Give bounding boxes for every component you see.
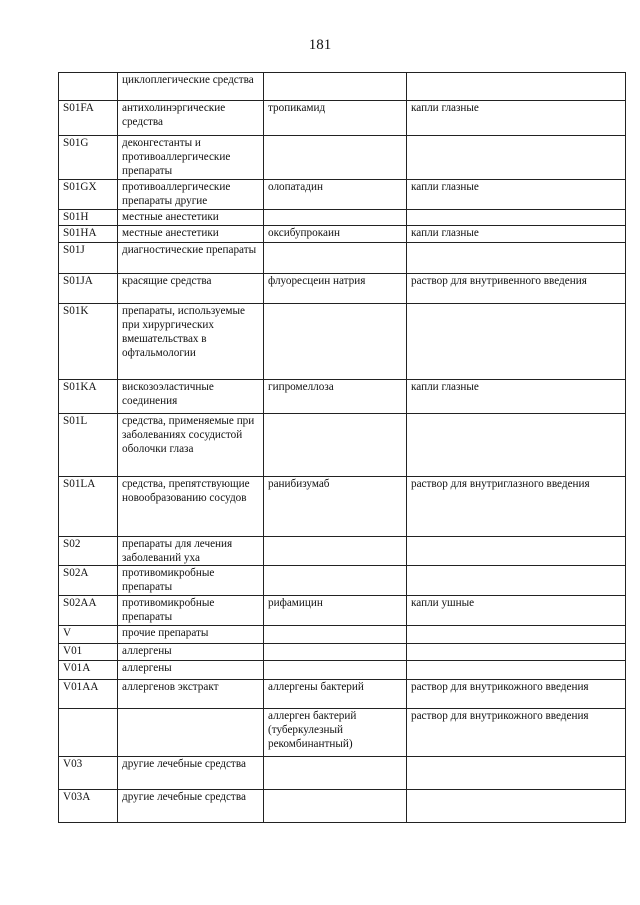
atc-code-cell: S02: [59, 536, 118, 565]
dosage-form-cell: [407, 626, 626, 644]
dosage-form-cell: [407, 136, 626, 180]
atc-code-cell: V01AA: [59, 680, 118, 709]
drug-name-cell: ранибизумаб: [264, 476, 407, 536]
table-row: [59, 709, 626, 757]
dosage-form-cell: капли глазные: [407, 379, 626, 413]
group-name-cell: средства, применяемые при заболеваниях сосудистой оболочки глаза: [118, 413, 264, 476]
atc-code-cell: V01A: [59, 661, 118, 680]
dosage-form-cell: [407, 536, 626, 565]
atc-code-cell: [59, 709, 118, 757]
drug-name-cell: [264, 413, 407, 476]
table-row: [59, 680, 626, 709]
table-row: [59, 101, 626, 136]
table-row: [59, 273, 626, 303]
table-row: [59, 596, 626, 626]
dosage-form-cell: [407, 413, 626, 476]
group-name-cell: другие лечебные средства: [118, 790, 264, 823]
table-row: [59, 209, 626, 225]
drug-name-cell: аллерген бактерий (туберкулезный рекомбинантный): [264, 709, 407, 757]
group-name-cell: противоаллергические препараты другие: [118, 179, 264, 209]
group-name-cell: прочие препараты: [118, 626, 264, 644]
atc-code-cell: V: [59, 626, 118, 644]
drug-name-cell: гипромеллоза: [264, 379, 407, 413]
drug-name-cell: флуоресцеин натрия: [264, 273, 407, 303]
table-row: [59, 179, 626, 209]
group-name-cell: аллергены: [118, 644, 264, 661]
dosage-form-cell: капли ушные: [407, 596, 626, 626]
group-name-cell: вискозоэластичные соединения: [118, 379, 264, 413]
table-row: [59, 225, 626, 242]
table-row: [59, 379, 626, 413]
group-name-cell: [118, 709, 264, 757]
dosage-form-cell: раствор для внутрикожного введения: [407, 680, 626, 709]
dosage-form-cell: [407, 644, 626, 661]
drug-name-cell: олопатадин: [264, 179, 407, 209]
atc-code-cell: S01K: [59, 303, 118, 379]
atc-code-cell: S01G: [59, 136, 118, 180]
table-row: [59, 476, 626, 536]
drug-name-cell: тропикамид: [264, 101, 407, 136]
group-name-cell: аллергены: [118, 661, 264, 680]
dosage-form-cell: [407, 303, 626, 379]
drug-name-cell: [264, 209, 407, 225]
atc-code-cell: [59, 73, 118, 101]
drug-name-cell: [264, 757, 407, 790]
dosage-form-cell: [407, 209, 626, 225]
group-name-cell: циклоплегические средства: [118, 73, 264, 101]
atc-code-cell: V01: [59, 644, 118, 661]
atc-code-cell: S01H: [59, 209, 118, 225]
atc-code-cell: S02A: [59, 566, 118, 596]
drug-table: [58, 72, 626, 823]
atc-code-cell: S01HA: [59, 225, 118, 242]
dosage-form-cell: [407, 242, 626, 273]
atc-code-cell: S01KA: [59, 379, 118, 413]
drug-name-cell: [264, 566, 407, 596]
dosage-form-cell: раствор для внутрикожного введения: [407, 709, 626, 757]
drug-name-cell: оксибупрокаин: [264, 225, 407, 242]
atc-code-cell: S01FA: [59, 101, 118, 136]
atc-code-cell: V03: [59, 757, 118, 790]
drug-name-cell: [264, 644, 407, 661]
group-name-cell: препараты, используемые при хирургических вмешательствах в офтальмологии: [118, 303, 264, 379]
dosage-form-cell: капли глазные: [407, 101, 626, 136]
table-row: [59, 303, 626, 379]
table-row: [59, 413, 626, 476]
dosage-form-cell: [407, 566, 626, 596]
page-number: 181: [308, 37, 332, 53]
group-name-cell: диагностические препараты: [118, 242, 264, 273]
dosage-form-cell: [407, 661, 626, 680]
group-name-cell: противомикробные препараты: [118, 596, 264, 626]
drug-name-cell: рифамицин: [264, 596, 407, 626]
table-row: [59, 644, 626, 661]
drug-name-cell: [264, 790, 407, 823]
dosage-form-cell: [407, 73, 626, 101]
table-row: [59, 536, 626, 565]
group-name-cell: препараты для лечения заболеваний уха: [118, 536, 264, 565]
drug-name-cell: [264, 661, 407, 680]
atc-code-cell: S01JA: [59, 273, 118, 303]
table-row: [59, 566, 626, 596]
atc-code-cell: S02AA: [59, 596, 118, 626]
atc-code-cell: S01GX: [59, 179, 118, 209]
group-name-cell: противомикробные препараты: [118, 566, 264, 596]
atc-code-cell: V03A: [59, 790, 118, 823]
table-row: [59, 661, 626, 680]
dosage-form-cell: раствор для внутривенного введения: [407, 273, 626, 303]
group-name-cell: антихолинэргические средства: [118, 101, 264, 136]
group-name-cell: местные анестетики: [118, 225, 264, 242]
drug-name-cell: [264, 303, 407, 379]
group-name-cell: деконгестанты и противоаллергические препараты: [118, 136, 264, 180]
atc-code-cell: S01L: [59, 413, 118, 476]
drug-name-cell: [264, 136, 407, 180]
drug-name-cell: [264, 242, 407, 273]
table-row: [59, 136, 626, 180]
table-row: [59, 73, 626, 101]
drug-name-cell: [264, 536, 407, 565]
drug-name-cell: [264, 73, 407, 101]
atc-code-cell: S01J: [59, 242, 118, 273]
table-row: [59, 790, 626, 823]
table-row: [59, 242, 626, 273]
atc-code-cell: S01LA: [59, 476, 118, 536]
dosage-form-cell: раствор для внутриглазного введения: [407, 476, 626, 536]
table-row: [59, 626, 626, 644]
dosage-form-cell: капли глазные: [407, 225, 626, 242]
drug-name-cell: аллергены бактерий: [264, 680, 407, 709]
table-body: [59, 73, 626, 823]
table-row: [59, 757, 626, 790]
group-name-cell: средства, препятствующие новообразованию сосудов: [118, 476, 264, 536]
dosage-form-cell: [407, 757, 626, 790]
group-name-cell: местные анестетики: [118, 209, 264, 225]
drug-name-cell: [264, 626, 407, 644]
dosage-form-cell: капли глазные: [407, 179, 626, 209]
dosage-form-cell: [407, 790, 626, 823]
group-name-cell: аллергенов экстракт: [118, 680, 264, 709]
group-name-cell: другие лечебные средства: [118, 757, 264, 790]
group-name-cell: красящие средства: [118, 273, 264, 303]
